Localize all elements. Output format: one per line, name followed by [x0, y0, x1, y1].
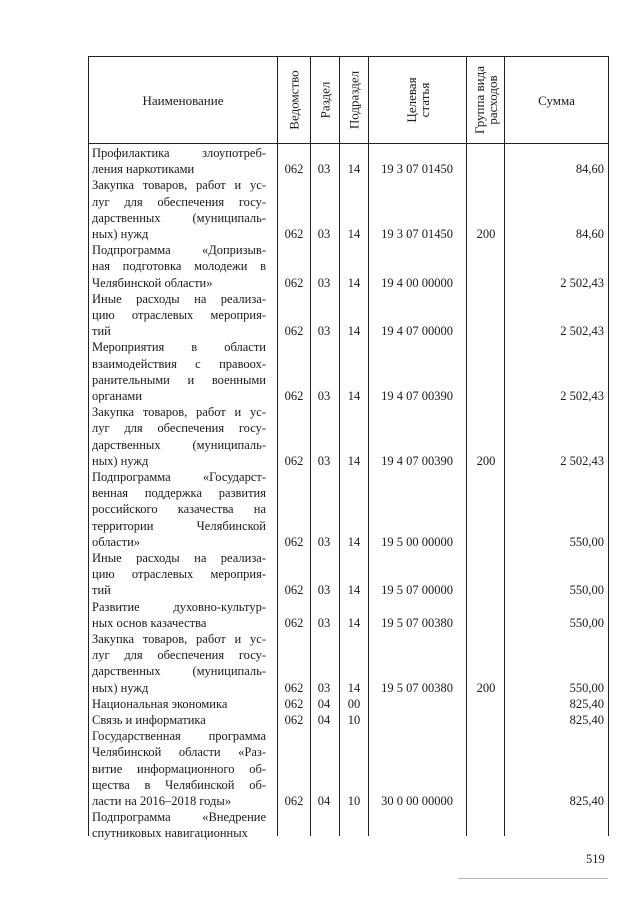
row-name-line: Национальная экономика	[92, 696, 228, 711]
budget-table	[88, 56, 609, 841]
row-name-line: ления наркотиками	[92, 162, 195, 177]
row-name-line: Закупка товаров, работ и ус-	[92, 632, 266, 646]
row-subsection: 14	[347, 324, 361, 339]
row-group: 200	[476, 226, 496, 241]
row-name-line: венная поддержка развития	[92, 486, 266, 501]
row-name-line: ранительными и военными	[92, 372, 266, 387]
row-section: 03	[317, 453, 331, 468]
row-subsection: 10	[347, 713, 361, 727]
header-group	[473, 66, 499, 134]
row-name-line: щества в Челябинской об-	[92, 777, 266, 792]
table-row	[88, 550, 609, 599]
row-name-line: области»	[92, 534, 141, 549]
row-name-line: ных) нужд	[92, 453, 149, 468]
row-subsection: 10	[347, 793, 361, 808]
row-target: 19 3 07 01450	[381, 162, 453, 177]
row-name-line: территории Челябинской	[92, 518, 266, 533]
row-target: 19 5 00 00000	[381, 534, 453, 549]
row-section: 03	[317, 583, 331, 598]
row-dept: 062	[284, 696, 304, 711]
row-name-line: витие информационного об-	[92, 761, 266, 776]
table-row	[88, 599, 609, 631]
table-row	[88, 177, 609, 242]
row-subsection: 14	[347, 680, 361, 695]
row-sum: 825,40	[569, 793, 604, 808]
row-name-line: луг для обеспечения госу-	[92, 648, 266, 663]
row-name-line: ласти на 2016–2018 годы»	[92, 794, 232, 808]
table-row	[88, 696, 609, 712]
header-subsection: Подраздел	[346, 70, 362, 130]
row-name-line: Закупка товаров, работ и ус-	[92, 405, 266, 420]
row-sum: 2 502,43	[560, 324, 604, 339]
row-name-line: Профилактика злоупотреб-	[92, 146, 266, 160]
header-sum-cell	[504, 56, 609, 144]
header-target-line2: статья	[416, 82, 432, 118]
header-name-cell	[88, 56, 277, 144]
row-name-line: Челябинской области «Раз-	[92, 745, 266, 760]
row-section: 04	[317, 713, 331, 727]
footer-rule	[458, 878, 608, 879]
row-sum: 550,00	[569, 680, 604, 695]
row-name	[92, 631, 266, 696]
row-subsection: 00	[347, 696, 361, 711]
row-target: 19 3 07 01450	[381, 226, 453, 241]
row-name	[92, 728, 266, 809]
row-name	[92, 550, 266, 599]
row-target: 19 4 00 00000	[381, 275, 453, 290]
table-row	[88, 809, 609, 841]
row-section: 03	[317, 680, 331, 695]
row-dept: 062	[284, 388, 304, 403]
row-name-line: Подпрограмма «Внедрение	[92, 810, 266, 825]
row-name-line: ная подготовка молодежи в	[92, 259, 266, 274]
row-sum: 825,40	[569, 713, 604, 727]
row-name	[92, 291, 266, 340]
row-name-line: дарственных (муниципаль-	[92, 437, 266, 452]
row-name-line: цию отраслевых мероприя-	[92, 567, 266, 582]
header-dept: Ведомство	[286, 70, 302, 130]
table-row	[88, 469, 609, 550]
row-target: 19 4 07 00000	[381, 324, 453, 339]
row-dept: 062	[284, 583, 304, 598]
header-group-cell	[466, 56, 504, 144]
row-name-line: Закупка товаров, работ и ус-	[92, 178, 266, 193]
header-section-cell	[310, 56, 339, 144]
row-target: 19 5 07 00380	[381, 615, 453, 630]
row-name	[92, 809, 266, 841]
row-section: 04	[317, 793, 331, 808]
row-name-line: Подпрограмма «Государст-	[92, 470, 266, 484]
row-name-line: тий	[92, 583, 111, 598]
header-section: Раздел	[317, 81, 333, 119]
row-dept: 062	[284, 453, 304, 468]
row-name-line: луг для обеспечения госу-	[92, 421, 266, 436]
row-dept: 062	[284, 534, 304, 549]
row-dept: 062	[284, 615, 304, 630]
row-name-line: ных основ казачества	[92, 615, 207, 630]
row-sum: 550,00	[569, 615, 604, 630]
header-target-cell	[368, 56, 466, 144]
row-name	[92, 404, 266, 469]
table-row	[88, 631, 609, 696]
row-name-line: дарственных (муниципаль-	[92, 664, 266, 679]
row-dept: 062	[284, 226, 304, 241]
header-target-line1: Целевая	[403, 77, 419, 123]
row-section: 03	[317, 615, 331, 630]
row-name-line: органами	[92, 389, 143, 403]
row-dept: 062	[284, 713, 304, 727]
row-name-line: луг для обеспечения госу-	[92, 194, 266, 209]
table-row	[88, 145, 609, 177]
row-name-line: Иные расходы на реализа-	[92, 291, 266, 306]
row-section: 04	[317, 696, 331, 711]
row-subsection: 14	[347, 453, 361, 468]
table-row	[88, 728, 609, 809]
row-sum: 84,60	[575, 226, 604, 241]
row-sum: 550,00	[569, 534, 604, 549]
row-name	[92, 696, 266, 712]
row-target: 19 4 07 00390	[381, 453, 453, 468]
row-group: 200	[476, 453, 496, 468]
row-name	[92, 339, 266, 404]
row-dept: 062	[284, 324, 304, 339]
row-target: 19 4 07 00390	[381, 388, 453, 403]
row-name	[92, 177, 266, 242]
header-group-line1: Группа вида	[471, 66, 487, 134]
row-subsection: 14	[347, 534, 361, 549]
row-sum: 2 502,43	[560, 275, 604, 290]
row-name	[92, 145, 266, 177]
row-name-line: Подпрограмма «Допризыв-	[92, 243, 266, 258]
row-sum: 84,60	[575, 162, 604, 177]
row-name-line: дарственных (муниципаль-	[92, 210, 266, 225]
row-name-line: цию отраслевых мероприя-	[92, 308, 266, 322]
row-sum: 825,40	[569, 696, 604, 711]
row-name-line: Мероприятия в области	[92, 340, 266, 355]
row-name-line: Развитие духовно-культур-	[92, 599, 266, 614]
row-section: 03	[317, 226, 331, 241]
row-name-line: российского казачества на	[92, 502, 266, 517]
row-subsection: 14	[347, 226, 361, 241]
row-section: 03	[317, 275, 331, 290]
row-target: 19 5 07 00380	[381, 680, 453, 695]
row-section: 03	[317, 534, 331, 549]
row-name-line: Связь и информатика	[92, 713, 206, 727]
row-section: 03	[317, 162, 331, 177]
header-dept-cell	[277, 56, 310, 144]
row-name	[92, 469, 266, 550]
row-name	[92, 599, 266, 631]
row-sum: 2 502,43	[560, 388, 604, 403]
row-name-line: Иные расходы на реализа-	[92, 551, 266, 565]
header-subsection-cell	[339, 56, 368, 144]
row-name-line: ных) нужд	[92, 227, 149, 241]
header-sum: Сумма	[538, 93, 575, 108]
row-name	[92, 242, 266, 291]
row-name-line: взаимодействия с правоох-	[92, 356, 266, 371]
row-name-line: ных) нужд	[92, 680, 149, 695]
table-row	[88, 339, 609, 404]
table-row	[88, 291, 609, 340]
row-section: 03	[317, 388, 331, 403]
row-name-line: тий	[92, 324, 111, 339]
row-name	[92, 712, 266, 728]
row-subsection: 14	[347, 162, 361, 177]
row-section: 03	[317, 324, 331, 339]
table-row	[88, 242, 609, 291]
header-group-line2: расходов	[484, 75, 500, 125]
row-name-line: спутниковых навигационных	[92, 826, 248, 841]
row-subsection: 14	[347, 275, 361, 290]
header-name: Наименование	[142, 93, 224, 108]
row-name-line: Государственная программа	[92, 729, 266, 744]
row-subsection: 14	[347, 583, 361, 598]
row-target: 19 5 07 00000	[381, 583, 453, 598]
row-sum: 550,00	[569, 583, 604, 598]
row-subsection: 14	[347, 388, 361, 403]
row-dept: 062	[284, 680, 304, 695]
table-row	[88, 404, 609, 469]
row-group: 200	[476, 680, 496, 695]
row-target: 30 0 00 00000	[381, 793, 453, 808]
header-target	[405, 77, 431, 122]
row-dept: 062	[284, 793, 304, 808]
page-number: 519	[586, 852, 605, 866]
row-name-line: Челябинской области»	[92, 275, 213, 290]
table-row	[88, 712, 609, 728]
row-subsection: 14	[347, 615, 361, 630]
row-dept: 062	[284, 275, 304, 290]
row-dept: 062	[284, 162, 304, 177]
row-sum: 2 502,43	[560, 453, 604, 468]
